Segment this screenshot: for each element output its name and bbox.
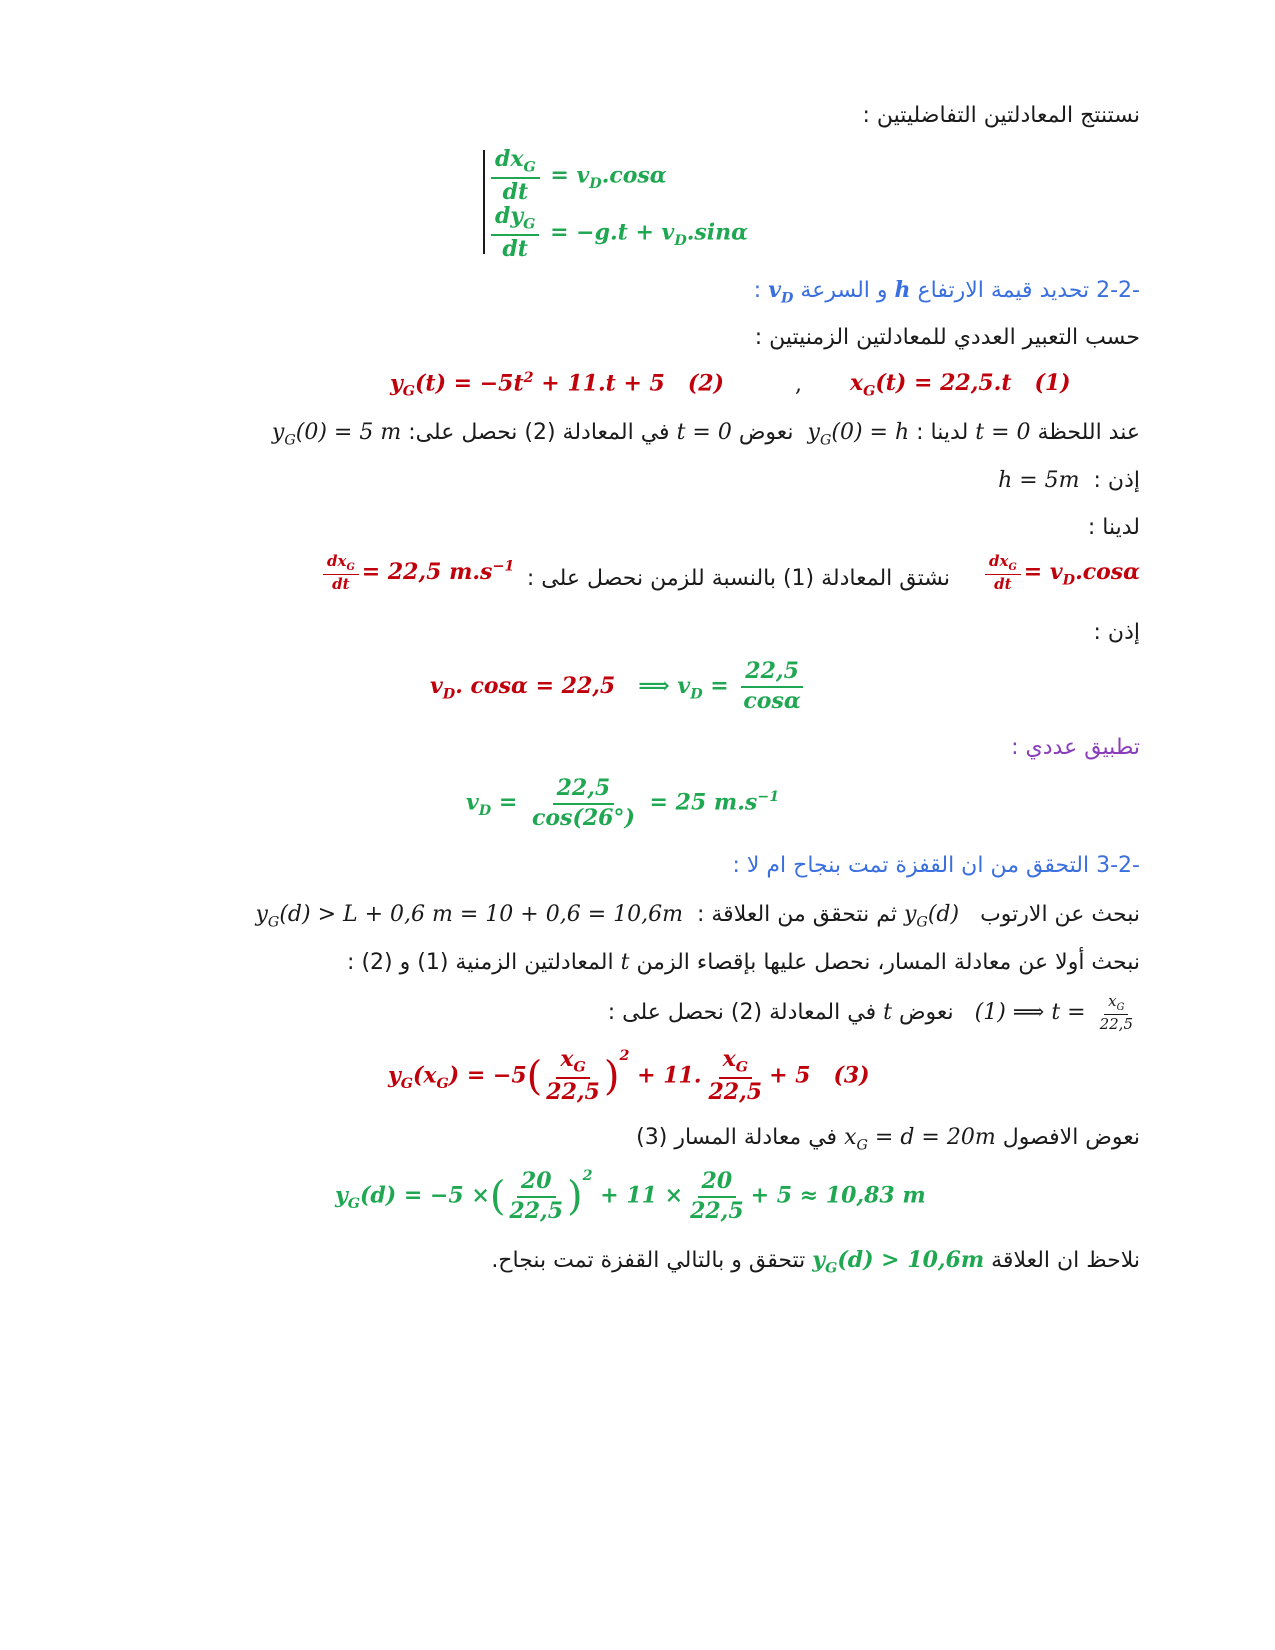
we-have-line: لدينا : <box>1087 515 1140 540</box>
equation-x-of-t: $x_G(t) = 22,5.t$ (1) <box>850 370 1071 400</box>
derivative-value: $\frac{dx_G}{dt}$ = 22,5 $m.s^{-1}$ <box>320 552 514 594</box>
intro-line: نستنتج المعادلتين التفاضليتين : <box>862 103 1140 128</box>
therefore-line: إذن : <box>1093 620 1140 645</box>
vd-numeric-result: $v_D$ = $\frac{22,5}{\cos(26^\circ)}$ = 25 $m.s^{-1}$ <box>466 775 780 831</box>
derivative-formula: $\frac{dx_G}{dt}$ = $v_D.\cos\alpha$ <box>982 552 1140 594</box>
conclusion-line: نلاحظ ان العلاقة $y_G(d) > 10,6m$ تتحقق و بالتالي القفزة تمت بنجاح. <box>491 1247 1140 1277</box>
trajectory-equation: $y_G(x_G) = -5$( $\frac{x_G}{22,5}$ )$^2$ + 11. $\frac{x_G}{22,5}$ + 5 (3) <box>388 1046 870 1106</box>
diff-equation-x: $\frac{dx_G}{dt}$ = $v_D.\cos\alpha$ <box>488 146 667 207</box>
search-ordinate-line: نبحث عن الارتوب $y_G(d)$ ثم نتحقق من العلاقة : $y_G(d) > L + 0,6$ m = 10 + 0,6 = 10,6m <box>255 902 1140 931</box>
vd-equation: $v_D$. cosα = 22,5 ⟹ $v_D$ = $\frac{22,5}{\cos\alpha}$ <box>430 658 808 715</box>
h-result-line: إذن : h = 5m <box>998 468 1140 493</box>
diff-equation-y: $\frac{dy_G}{dt}$ = $-g.t + v_D.\sin\alpha$ <box>488 203 748 264</box>
initial-condition-line: عند اللحظة t = 0 لدينا : $y_G(0) = h$ نعوض t = 0 في المعادلة (2) نحصل على: $y_G(0) = 5$ m <box>271 420 1140 449</box>
yd-numeric-result: $y_G(d) = -5$ ×( $\frac{20}{22,5}$ )$^2$ + 11 × $\frac{20}{22,5}$ + 5 ≈ 10,83 m <box>335 1168 926 1224</box>
numeric-application-heading: تطبيق عددي : <box>1011 735 1140 760</box>
substitute-abscissa-line: نعوض الافصول $x_G = d = 20m$ في معادلة المسار (3) <box>636 1125 1140 1154</box>
system-brace <box>483 150 485 254</box>
numeric-expression-line: حسب التعبير العددي للمعادلتين الزمنيتين : <box>754 325 1140 350</box>
derivative-text: نشتق المعادلة (1) بالنسبة للزمن نحصل على : <box>526 566 950 591</box>
section-2-3-heading: -3-2 التحقق من ان القفزة تمت بنجاح ام لا : <box>732 853 1140 878</box>
equation-y-of-t: $y_G(t) = -5t^2 + 11.t + 5$ (2) <box>390 370 724 400</box>
substitution-t-line: (1) ⟹ t = $\frac{x_G}{22,5}$ نعوض t في المعادلة (2) نحصل على : <box>607 992 1133 1034</box>
equation-separator: , <box>795 372 802 397</box>
trajectory-intro-line: نبحث أولا عن معادلة المسار، نحصل عليها بإقصاء الزمن t المعادلتين الزمنية (1) و (2) : <box>347 950 1140 975</box>
section-2-2-heading: -2-2 تحديد قيمة الارتفاع h و السرعة $v_D$ : <box>753 277 1140 307</box>
